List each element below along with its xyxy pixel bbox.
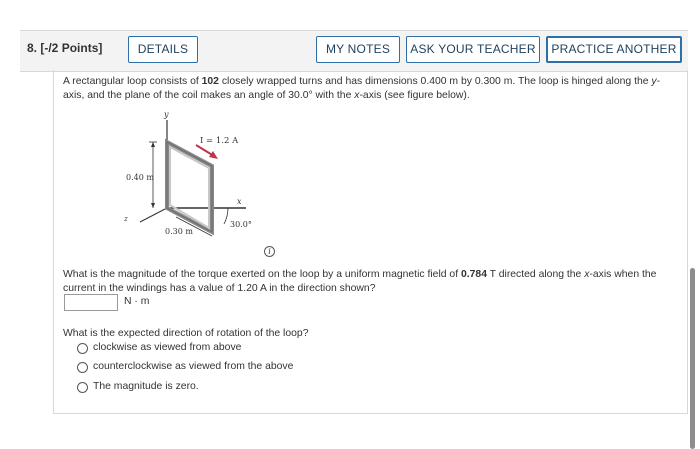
field-value: 0.784 bbox=[460, 269, 487, 280]
width-label: 0.30 m bbox=[165, 227, 193, 236]
z-axis-label: z bbox=[124, 215, 128, 223]
question-number bbox=[27, 41, 102, 55]
info-icon[interactable]: i bbox=[264, 246, 275, 257]
angle-label: 30.0° bbox=[230, 220, 252, 229]
radio-circle-icon[interactable] bbox=[77, 382, 88, 393]
torque-answer-input[interactable] bbox=[64, 294, 118, 311]
my-notes-button[interactable]: MY NOTES bbox=[316, 36, 400, 63]
torque-unit: N · m bbox=[124, 296, 150, 307]
radio-circle-icon[interactable] bbox=[77, 362, 88, 373]
option-label: counterclockwise as viewed from the above bbox=[93, 361, 294, 372]
current-label: I = 1.2 A bbox=[200, 136, 239, 146]
ask-your-teacher-button[interactable]: ASK YOUR TEACHER bbox=[406, 36, 540, 63]
turns-value: 102 bbox=[201, 76, 219, 87]
points-label: [-/2 Points] bbox=[40, 41, 103, 55]
y-axis-label: y bbox=[164, 110, 169, 119]
height-label: 0.40 m bbox=[126, 173, 154, 182]
details-button[interactable]: DETAILS bbox=[128, 36, 198, 63]
part2-question: What is the expected direction of rotation of the loop? bbox=[63, 328, 309, 339]
part1-question: What is the magnitude of the torque exerted on the loop by a uniform magnetic field of 0.784 T directed along the x-axis when the current in the windings has a value of 1.20 A in the direction shown? bbox=[63, 269, 657, 294]
option-label: clockwise as viewed from above bbox=[93, 342, 242, 353]
loop-figure bbox=[118, 110, 268, 242]
option-label: The magnitude is zero. bbox=[93, 381, 199, 392]
practice-another-button[interactable]: PRACTICE ANOTHER bbox=[546, 36, 682, 63]
problem-statement: A rectangular loop consists of 102 closely wrapped turns and has dimensions 0.400 m by 0.300 m. The loop is hinged along the y-axis, and the plane of the coil makes an angle of 30.0° with the x-axis (see figure below). bbox=[63, 76, 661, 101]
coil-loop-outer bbox=[167, 142, 212, 232]
question-number-label: 8. bbox=[27, 41, 38, 55]
z-axis-line bbox=[140, 208, 167, 222]
current-arrowhead bbox=[209, 151, 218, 159]
radio-circle-icon[interactable] bbox=[77, 343, 88, 354]
angle-arc bbox=[224, 208, 228, 224]
x-axis-label: x bbox=[237, 197, 242, 206]
scrollbar-thumb[interactable] bbox=[690, 268, 695, 449]
